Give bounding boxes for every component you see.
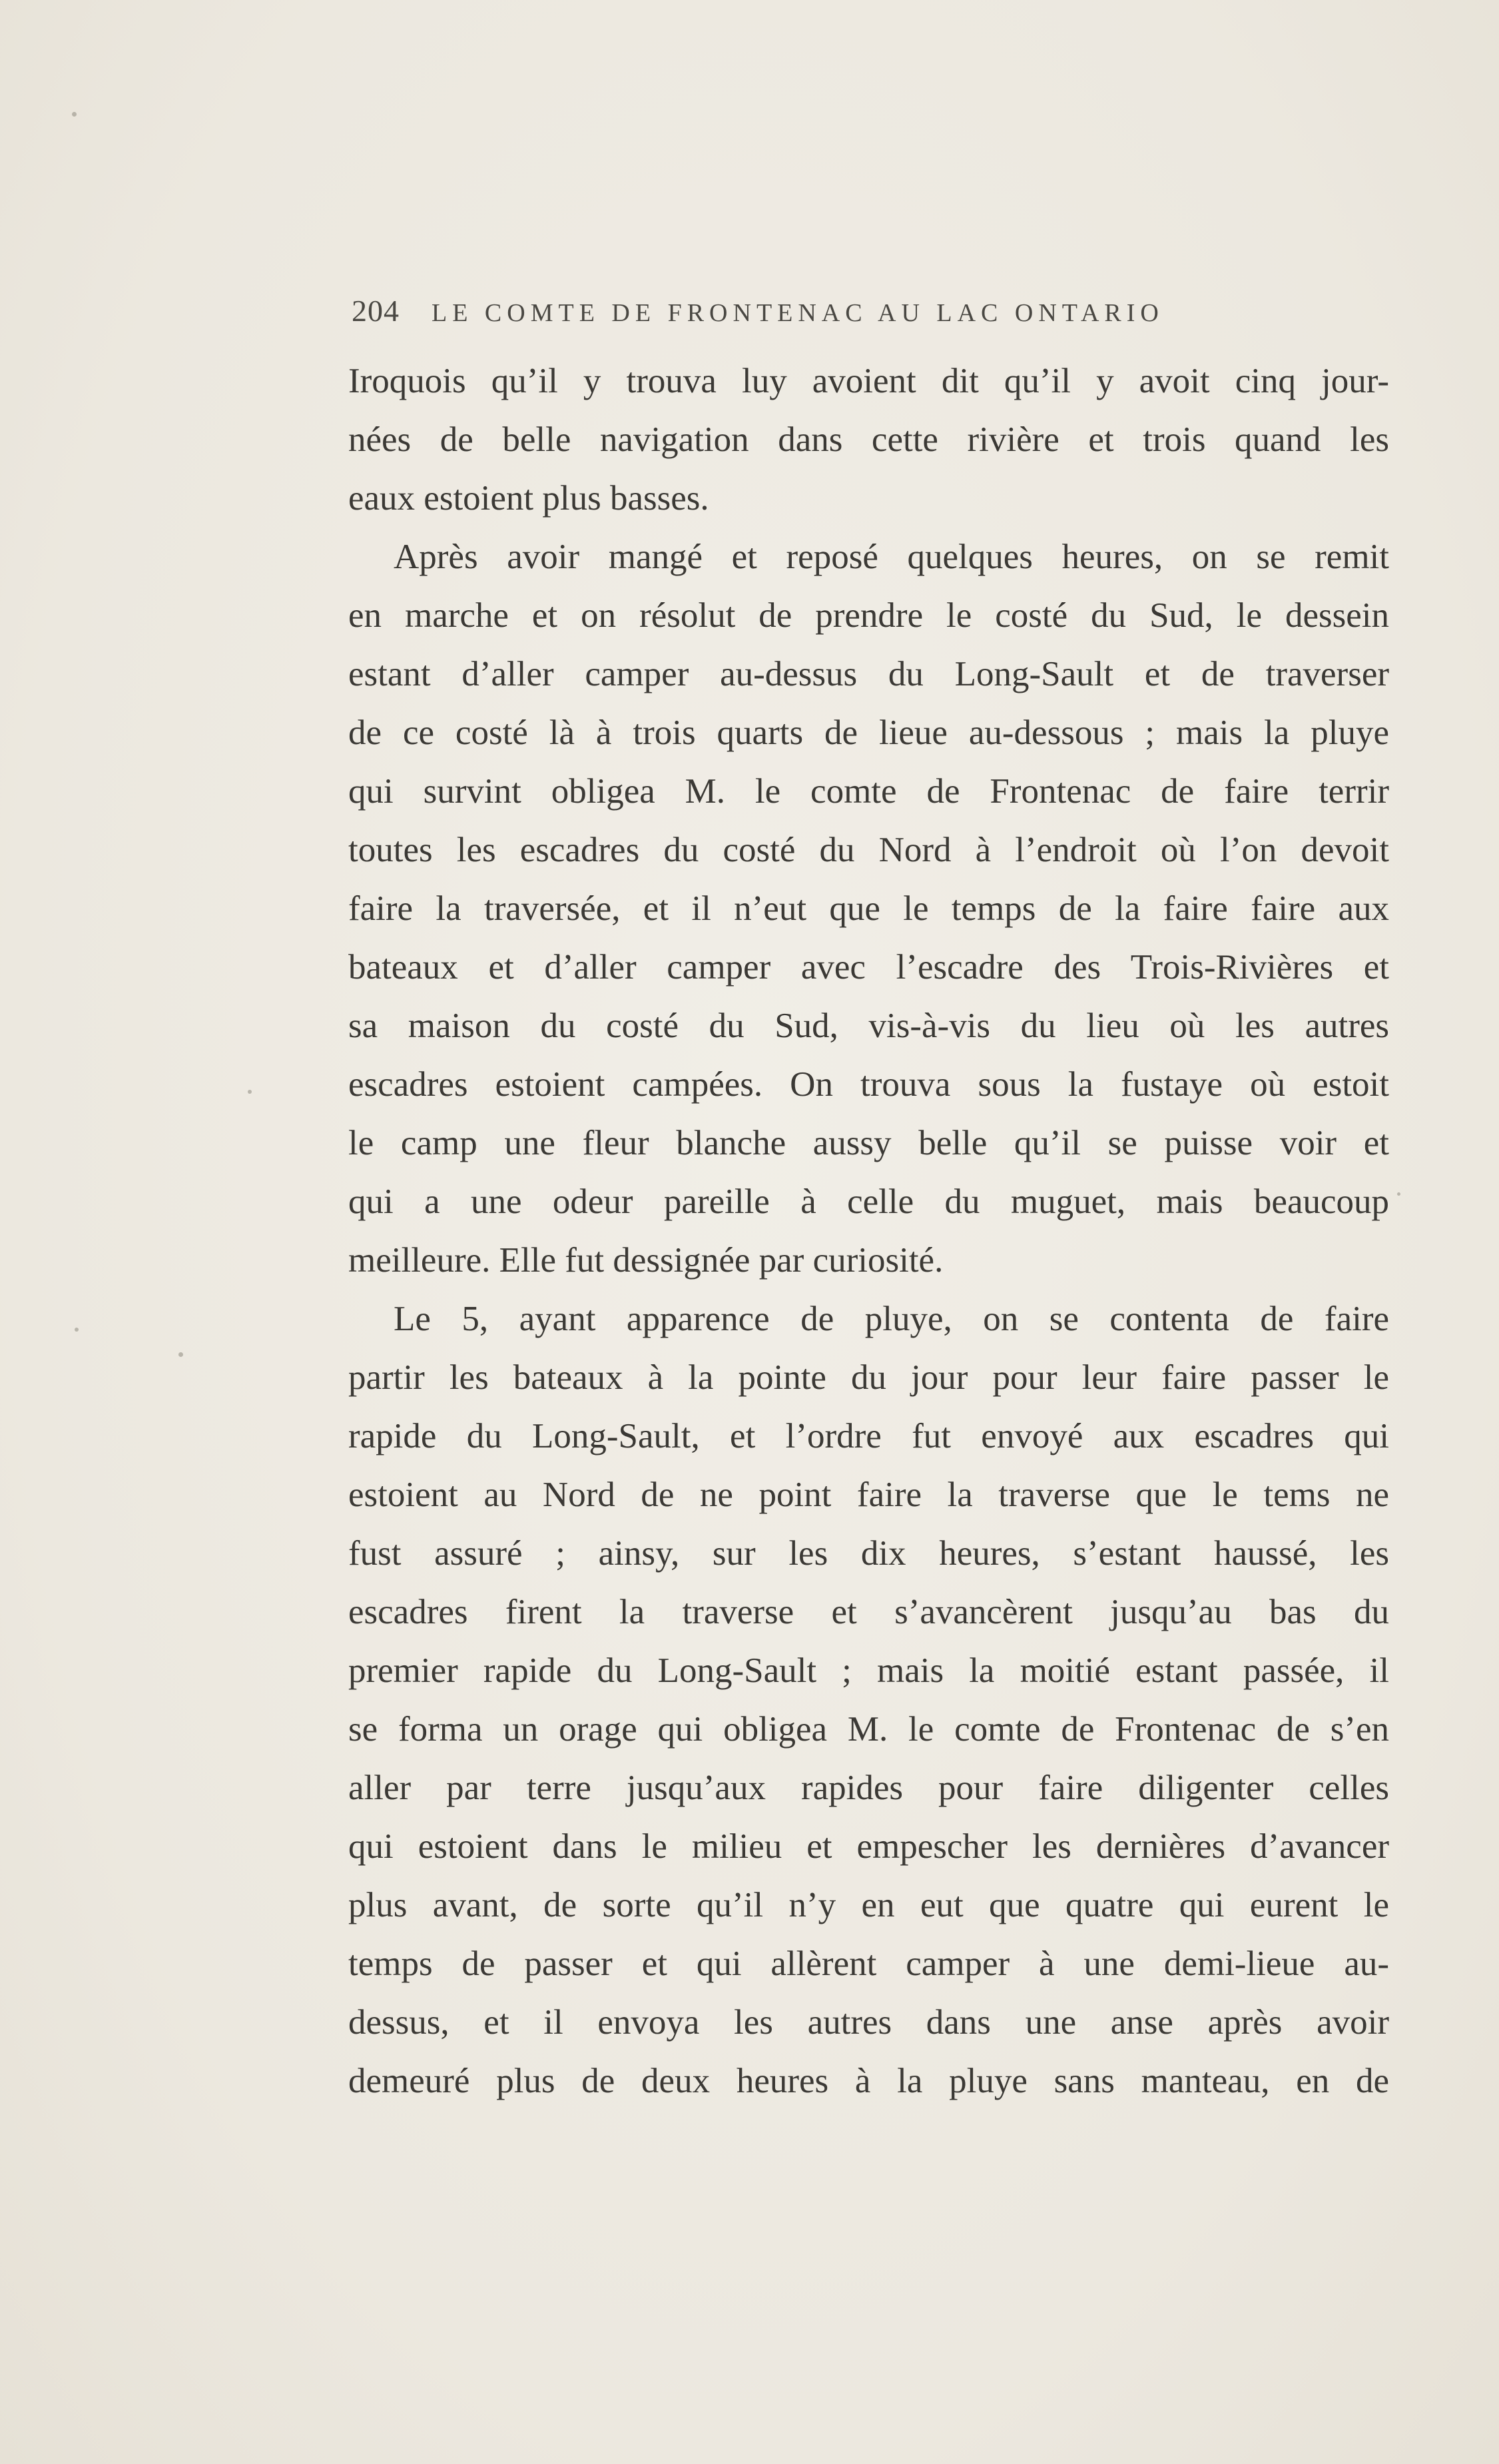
text-line: plus avant, de sorte qu’il n’y en eut que quatre qui eurent le xyxy=(348,1886,1389,1924)
text-line: escadres firent la traverse et s’avancèrent jusqu’au bas du xyxy=(348,1593,1389,1631)
text-line: eaux estoient plus basses. xyxy=(348,479,709,518)
text-line: estant d’aller camper au-dessus du Long-Sault et de traverser xyxy=(348,655,1389,693)
text-line: faire la traversée, et il n’eut que le temps de la faire faire aux xyxy=(348,889,1389,928)
text-line: bateaux et d’aller camper avec l’escadre des Trois-Rivières et xyxy=(348,948,1389,987)
text-line: Le 5, ayant apparence de pluye, on se contenta de faire xyxy=(394,1300,1389,1338)
text-line: premier rapide du Long-Sault ; mais la moitié estant passée, il xyxy=(348,1651,1389,1690)
paper-speck xyxy=(1397,1192,1400,1196)
running-title: LE COMTE DE FRONTENAC AU LAC ONTARIO xyxy=(432,299,1164,327)
text-line: sa maison du costé du Sud, vis-à-vis du lieu où les autres xyxy=(348,1007,1389,1045)
paper-speck xyxy=(75,1328,79,1332)
paper-speck xyxy=(248,1090,252,1094)
text-line: temps de passer et qui allèrent camper à une demi-lieue au- xyxy=(348,1944,1389,1983)
text-line: meilleure. Elle fut dessignée par curiosité. xyxy=(348,1241,944,1280)
text-line: en marche et on résolut de prendre le costé du Sud, le dessein xyxy=(348,596,1389,635)
paper-speck xyxy=(178,1352,183,1357)
text-line: se forma un orage qui obligea M. le comte de Frontenac de s’en xyxy=(348,1710,1389,1749)
text-line: le camp une fleur blanche aussy belle qu’il se puisse voir et xyxy=(348,1124,1389,1162)
text-line: dessus, et il envoya les autres dans une anse après avoir xyxy=(348,2003,1389,2042)
page-number: 204 xyxy=(352,294,400,328)
text-line: toutes les escadres du costé du Nord à l’endroit où l’on devoit xyxy=(348,831,1389,869)
text-line: nées de belle navigation dans cette rivière et trois quand les xyxy=(348,420,1389,459)
text-line: de ce costé là à trois quarts de lieue au-dessous ; mais la pluye xyxy=(348,713,1389,752)
text-line: partir les bateaux à la pointe du jour pour leur faire passer le xyxy=(348,1358,1389,1397)
text-line: estoient au Nord de ne point faire la traverse que le tems ne xyxy=(348,1475,1389,1514)
text-line: aller par terre jusqu’aux rapides pour faire diligenter celles xyxy=(348,1769,1389,1807)
running-head xyxy=(352,293,1390,333)
text-line: qui estoient dans le milieu et empescher les dernières d’avancer xyxy=(348,1827,1389,1866)
text-line: demeuré plus de deux heures à la pluye sans manteau, en de xyxy=(348,2062,1389,2100)
text-line: qui survint obligea M. le comte de Frontenac de faire terrir xyxy=(348,772,1389,811)
text-line: Après avoir mangé et reposé quelques heures, on se remit xyxy=(394,538,1389,576)
text-line: escadres estoient campées. On trouva sous la fustaye où estoit xyxy=(348,1065,1389,1104)
text-line: rapide du Long-Sault, et l’ordre fut envoyé aux escadres qui xyxy=(348,1417,1389,1455)
paper-speck xyxy=(72,112,77,117)
body-text xyxy=(348,352,1389,2110)
text-line: qui a une odeur pareille à celle du muguet, mais beaucoup xyxy=(348,1182,1389,1221)
text-line: Iroquois qu’il y trouva luy avoient dit qu’il y avoit cinq jour- xyxy=(348,362,1389,400)
text-line: fust assuré ; ainsy, sur les dix heures, s’estant haussé, les xyxy=(348,1534,1389,1573)
